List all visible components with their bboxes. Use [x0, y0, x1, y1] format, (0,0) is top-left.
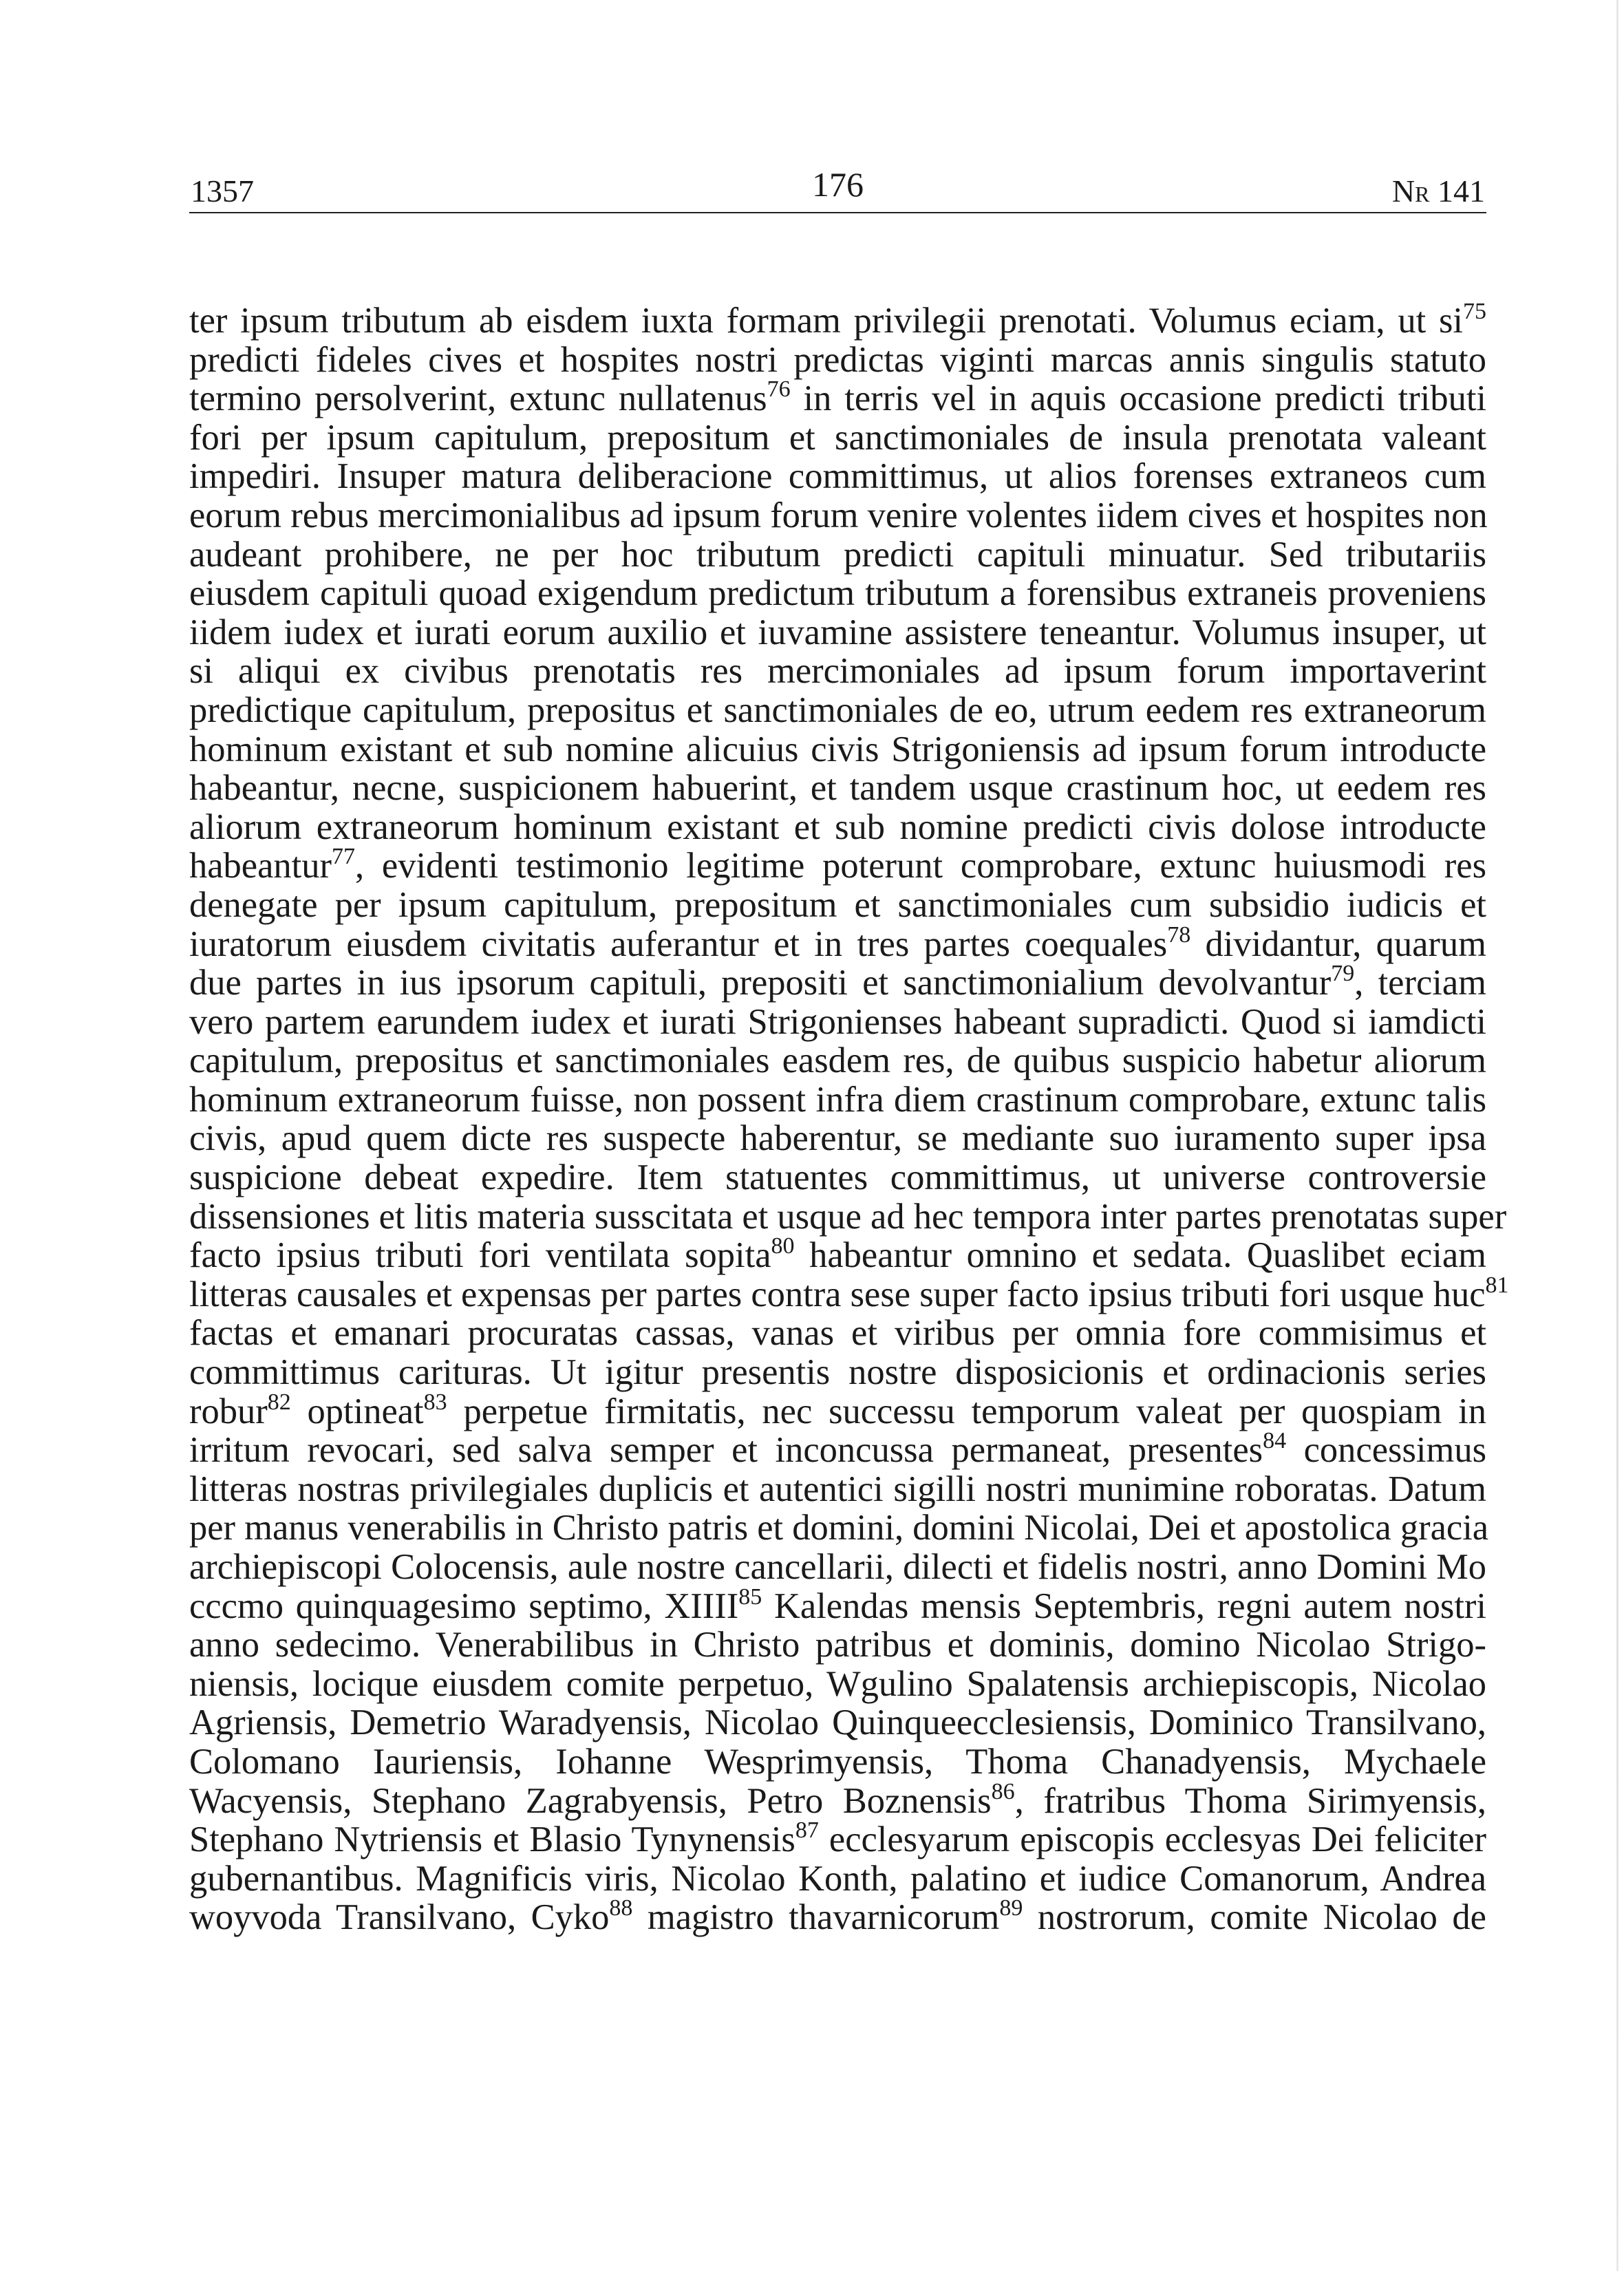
text-line: dissensiones et litis materia susscitata et usque ad hec tempora inter partes prenotatas super: [189, 1196, 1507, 1237]
text-line: iidem iudex et iurati eorum auxilio et iuvamine assistere teneantur. Volumus insuper, ut: [189, 612, 1486, 652]
footnote-marker: 79: [1331, 961, 1355, 987]
record-number: Nr 141: [1391, 173, 1485, 209]
text-line: aliorum extraneorum hominum existant et sub nomine predicti civis dolose introducte: [189, 807, 1486, 847]
text-line: predictique capitulum, prepositus et sanctimoniales de eo, utrum eedem res extraneorum: [189, 690, 1486, 730]
text-line: cccmo quinquagesimo septimo, XIIII$^{85}$ Kalendas mensis Septembris, regni autem nostri: [189, 1584, 1486, 1626]
text-line: habeantur$^{77}$, evidenti testimonio legitime poterunt comprobare, extunc huiusmodi res: [189, 844, 1486, 886]
text-line: impediri. Insuper matura deliberacione committimus, ut alios forenses extraneos cum: [189, 456, 1486, 497]
text-line: irritum revocari, sed salva semper et inconcussa permaneat, presentes$^{84}$ concessimus: [189, 1428, 1486, 1471]
text-line: anno sedecimo. Venerabilibus in Christo patribus et dominis, domino Nicolao Strigo-: [189, 1625, 1486, 1665]
text-line: denegate per ipsum capitulum, prepositum et sanctimoniales cum subsidio iudicis et: [189, 884, 1486, 925]
footnote-marker: 75: [1463, 299, 1486, 324]
text-line: Stephano Nytriensis et Blasio Tynynensis$^{87}$ ecclesyarum episcopis ecclesyas Dei feliciter: [189, 1817, 1486, 1860]
text-line: hominum existant et sub nomine alicuius civis Strigoniensis ad ipsum forum introducte: [189, 729, 1486, 769]
body-text: [189, 299, 1509, 1938]
text-line: iuratorum eiusdem civitatis auferantur et in tres partes coequales$^{78}$ dividantur, quarum: [189, 921, 1487, 964]
text-line: due partes in ius ipsorum capituli, prepositi et sanctimonialium devolvantur$^{79}$, terciam: [189, 961, 1486, 1003]
text-line: archiepiscopi Colocensis, aule nostre cancellarii, dilecti et fidelis nostri, anno Domini Mo: [189, 1547, 1486, 1587]
footnote-marker: 76: [767, 376, 791, 403]
text-line: ter ipsum tributum ab eisdem iuxta formam privilegii prenotati. Volumus eciam, ut $si^{75}$: [189, 299, 1486, 341]
text-line: Wacyensis, Stephano Zagrabyensis, Petro Boznensis$^{86}$, fratribus Thoma Sirimyensis,: [189, 1778, 1486, 1821]
footnote-marker: 86: [991, 1778, 1015, 1804]
text-line: Colomano Iauriensis, Iohanne Wesprimyensis, Thoma Chanadyensis, Mychaele: [189, 1741, 1486, 1782]
running-head: [189, 157, 1486, 213]
footnote-marker: 78: [1167, 921, 1191, 948]
text-line: robur$^{82}$ optineat$^{83}$ perpetue firmitatis, nec successu temporum valeat per quospiam in: [189, 1389, 1486, 1431]
text-line: litteras nostras privilegiales duplicis et autentici sigilli nostri munimine roboratas. Datum: [189, 1469, 1486, 1509]
text-line: capitulum, prepositus et sanctimoniales easdem res, de quibus suspicio habetur aliorum: [189, 1041, 1486, 1081]
text-line: hominum extraneorum fuisse, non possent infra diem crastinum comprobare, extunc talis: [189, 1079, 1486, 1120]
text-line: suspicione debeat expedire. Item statuentes committimus, ut universe controversie: [189, 1158, 1486, 1198]
text-line: facto ipsius tributi fori ventilata sopita$^{80}$ habeantur omnino et sedata. Quaslibet eciam: [189, 1233, 1486, 1276]
footnote-marker: 85: [738, 1584, 762, 1610]
text-line: gubernantibus. Magnificis viris, Nicolao Konth, palatino et iudice Comanorum, Andrea: [189, 1858, 1486, 1899]
footnote-marker: 81: [1485, 1272, 1509, 1298]
footnote-marker: 80: [771, 1233, 795, 1259]
text-line: eorum rebus mercimonialibus ad ipsum forum venire volentes iidem cives et hospites non: [189, 495, 1488, 535]
footnote-marker: 82: [267, 1389, 291, 1415]
text-line: niensis, locique eiusdem comite perpetuo, Wgulino Spalatensis archiepiscopis, Nicolao: [189, 1663, 1486, 1704]
text-line: litteras causales et expensas per partes contra sese super facto ipsius tributi fori usque huc$^{81}$: [189, 1272, 1509, 1314]
footnote-marker: 84: [1263, 1428, 1287, 1454]
header-year: 1357: [191, 173, 254, 209]
footnote-marker: 87: [795, 1817, 819, 1844]
text-line: per manus venerabilis in Christo patris et domini, domini Nicolai, Dei et apostolica gracia: [189, 1508, 1489, 1548]
text-line: termino persolverint, extunc nullatenus$^{76}$ in terris vel in aquis occasione predicti tributi: [189, 376, 1486, 419]
footnote-marker: 77: [331, 844, 355, 870]
scan-edge: [1616, 0, 1618, 2271]
text-line: habeantur, necne, suspicionem habuerint, et tandem usque crastinum hoc, ut eedem res: [189, 768, 1486, 809]
footnote-marker: 83: [423, 1389, 447, 1415]
text-line: vero partem earundem iudex et iurati Strigonienses habeant supradicti. Quod si iamdicti: [189, 1001, 1486, 1042]
text-line: si aliqui ex civibus prenotatis res mercimoniales ad ipsum forum importaverint: [189, 651, 1486, 692]
footnote-marker: 88: [609, 1895, 633, 1921]
text-line: predicti fideles cives et hospites nostri predictas viginti marcas annis singulis statuto: [189, 339, 1486, 380]
text-line: committimus carituras. Ut igitur presentis nostre disposicionis et ordinacionis series: [189, 1352, 1486, 1393]
text-line: factas et emanari procuratas cassas, vanas et viribus per omnia fore commisimus et: [189, 1313, 1486, 1354]
page-number: 176: [812, 165, 864, 204]
footnote-marker: 89: [999, 1895, 1023, 1921]
text-line: fori per ipsum capitulum, prepositum et sanctimoniales de insula prenotata valeant: [189, 417, 1486, 458]
text-line: Agriensis, Demetrio Waradyensis, Nicolao Quinqueecclesiensis, Dominico Transilvano,: [189, 1703, 1486, 1743]
text-line: woyvoda Transilvano, Cyko$^{88}$ magistro thavarnicorum$^{89}$ nostrorum, comite Nicolao de: [189, 1895, 1486, 1938]
text-line: audeant prohibere, ne per hoc tributum predicti capituli minuatur. Sed tributariis: [189, 534, 1486, 575]
text-line: eiusdem capituli quoad exigendum predictum tributum a forensibus extraneis proveniens: [189, 573, 1486, 614]
text-line: civis, apud quem dicte res suspecte haberentur, se mediante suo iuramento super ipsa: [189, 1118, 1486, 1159]
